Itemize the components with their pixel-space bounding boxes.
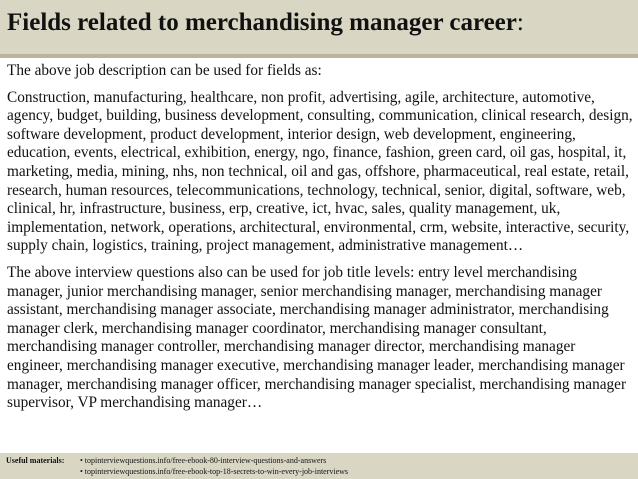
footer-row-2 [6,466,638,477]
footer-link-2[interactable]: • topinterviewquestions.info/free-ebook-top-18-secrets-to-win-every-job-interviews [80,467,349,476]
title-text: Fields related to merchandising manager career [7,9,517,36]
footer-link-1[interactable]: • topinterviewquestions.info/free-ebook-80-interview-questions-and-answers [80,456,327,465]
intro-text: The above job description can be used for fields as: [7,62,322,79]
title-divider [0,54,638,58]
footer-row-1 [6,455,638,466]
title-colon: : [516,9,524,36]
slide-body [7,62,633,421]
footer-label: Useful materials: [6,456,65,465]
job-levels-text: The above interview questions also can be used for job title levels: entry level merchandising manager, junior merchandising manager, senior merchandising manager, merchandising manager assistant, merchandising manager associate, merchandising manager administrator, merchandising manager clerk, merchandising manager coordinator, merchandising manager consultant, merchandising manager controller, merchandising manager director, merchandising manager engineer, merchandising manager executive, merchandising manager leader, merchandising manager manager, merchandising manager officer, merchandising manager specialist, merchandising manager supervisor, VP merchandising manager… [7,263,627,412]
slide-title [0,0,638,54]
fields-list: Construction, manufacturing, healthcare, non profit, advertising, agile, architecture, automotive, agency, budget, building, business development, consulting, communication, clinical research, design, software development, product development, interior design, web development, engineering, education, events, electrical, exhibition, energy, ngo, finance, fashion, green card, oil gas, hospital, it, marketing, media, mining, nhs, non technical, oil and gas, offshore, pharmaceutical, real estate, retail, research, human resources, telecommunications, technology, technical, senior, digital, software, web, clinical, hr, infrastructure, business, erp, creative, ict, hvac, sales, quality management, uk, implementation, network, operations, architectural, environmental, crm, website, interactive, security, supply chain, logistics, training, project management, administrative management… [7,88,633,255]
footer-bar [0,453,638,479]
